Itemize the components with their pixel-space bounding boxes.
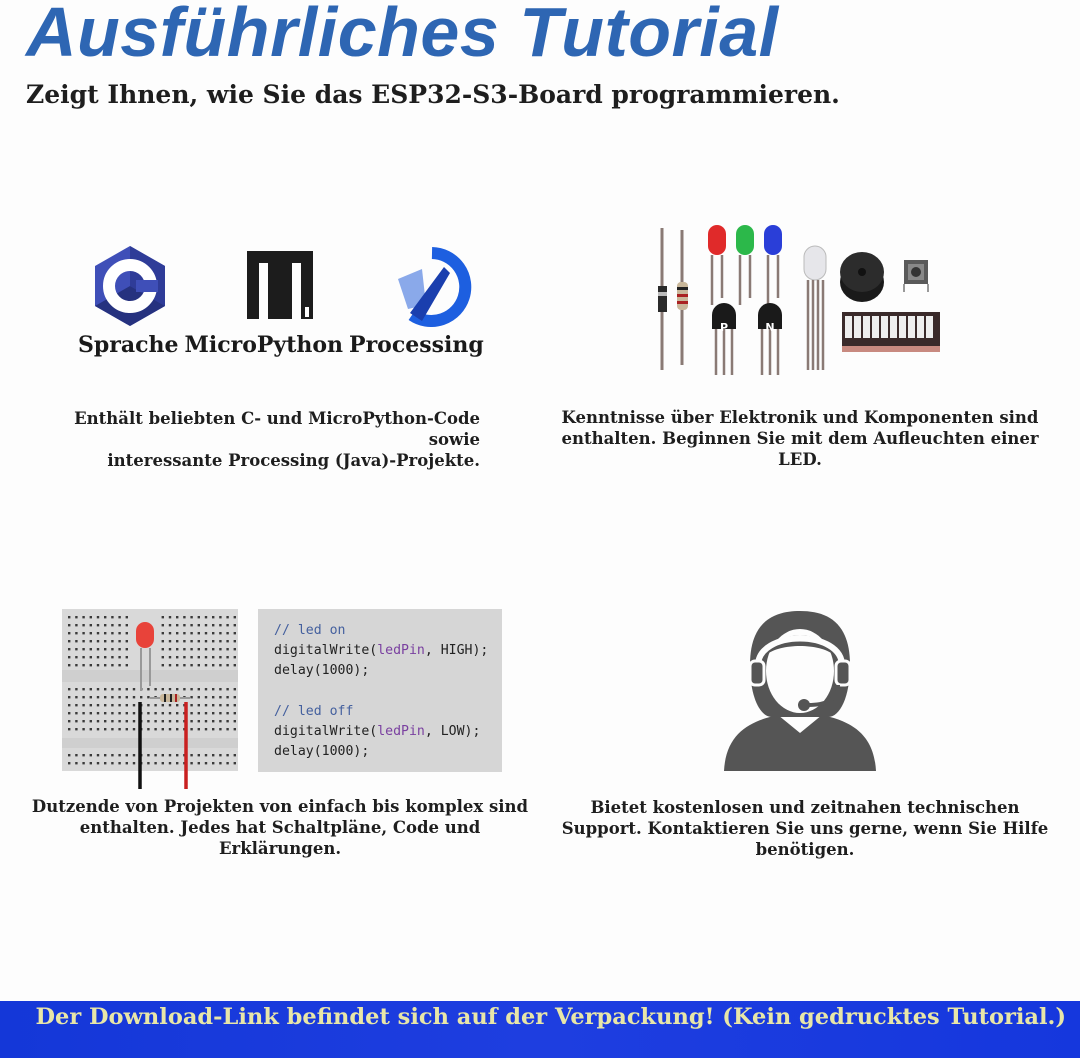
led-bar-graph-icon xyxy=(842,312,940,352)
resistor-icon xyxy=(677,230,688,365)
micropython-icon xyxy=(245,249,315,321)
transistor-label-n: N xyxy=(765,321,775,334)
electronics-caption: Kenntnisse über Elektronik und Komponenten sind enthalten. Beginnen Sie mit dem Aufleuchten einer LED. xyxy=(561,408,1039,469)
buzzer-icon xyxy=(840,252,884,302)
code-snippet xyxy=(258,609,502,772)
language-icons xyxy=(80,240,480,330)
breadboard-circuit-illustration xyxy=(60,606,240,791)
code-line: // led off xyxy=(274,703,354,719)
pnp-transistor-icon xyxy=(712,303,736,375)
code-line: digitalWrite(ledPin, HIGH); xyxy=(274,643,489,659)
red-led-icon xyxy=(708,225,726,305)
green-led-icon xyxy=(736,225,754,305)
npn-transistor-icon xyxy=(758,303,782,375)
language-labels xyxy=(78,332,490,358)
support-caption: Bietet kostenlosen und zeitnahen technischen Support. Kontaktieren Sie uns gerne, wenn Sie Hilfe benötigen. xyxy=(561,798,1049,859)
transistor-label-p: P xyxy=(719,321,729,334)
processing-icon xyxy=(392,247,474,327)
code-line: delay(1000); xyxy=(274,744,370,760)
code-line: digitalWrite(ledPin, LOW); xyxy=(274,723,481,739)
code-line xyxy=(274,682,502,702)
push-button-icon xyxy=(904,260,928,292)
diode-icon xyxy=(658,228,667,370)
blue-led-icon xyxy=(764,225,782,305)
label-processing: Processing xyxy=(349,332,484,358)
rgb-led-icon xyxy=(804,246,826,370)
electronic-components-illustration xyxy=(650,220,950,385)
support-agent-icon xyxy=(720,605,880,775)
download-banner xyxy=(0,1001,1080,1058)
label-sprache: Sprache xyxy=(78,332,179,358)
languages-caption: Enthält beliebten C- und MicroPython-Code sowie interessante Processing (Java)-Projekte. xyxy=(74,409,480,470)
page-title: Ausführliches Tutorial xyxy=(26,0,779,71)
label-micropython: MicroPython xyxy=(184,332,344,358)
c-language-icon xyxy=(92,244,168,328)
projects-caption: Dutzende von Projekten von einfach bis komplex sind enthalten. Jedes hat Schaltpläne, Code und Erklärungen. xyxy=(31,797,529,858)
page-subtitle: Zeigt Ihnen, wie Sie das ESP32-S3-Board programmieren. xyxy=(26,80,840,109)
code-line: // led on xyxy=(274,623,346,638)
code-line: delay(1000); xyxy=(274,663,370,679)
download-banner-text: Der Download-Link befindet sich auf der Verpackung! (Kein gedrucktes Tutorial.) xyxy=(35,1004,1066,1030)
